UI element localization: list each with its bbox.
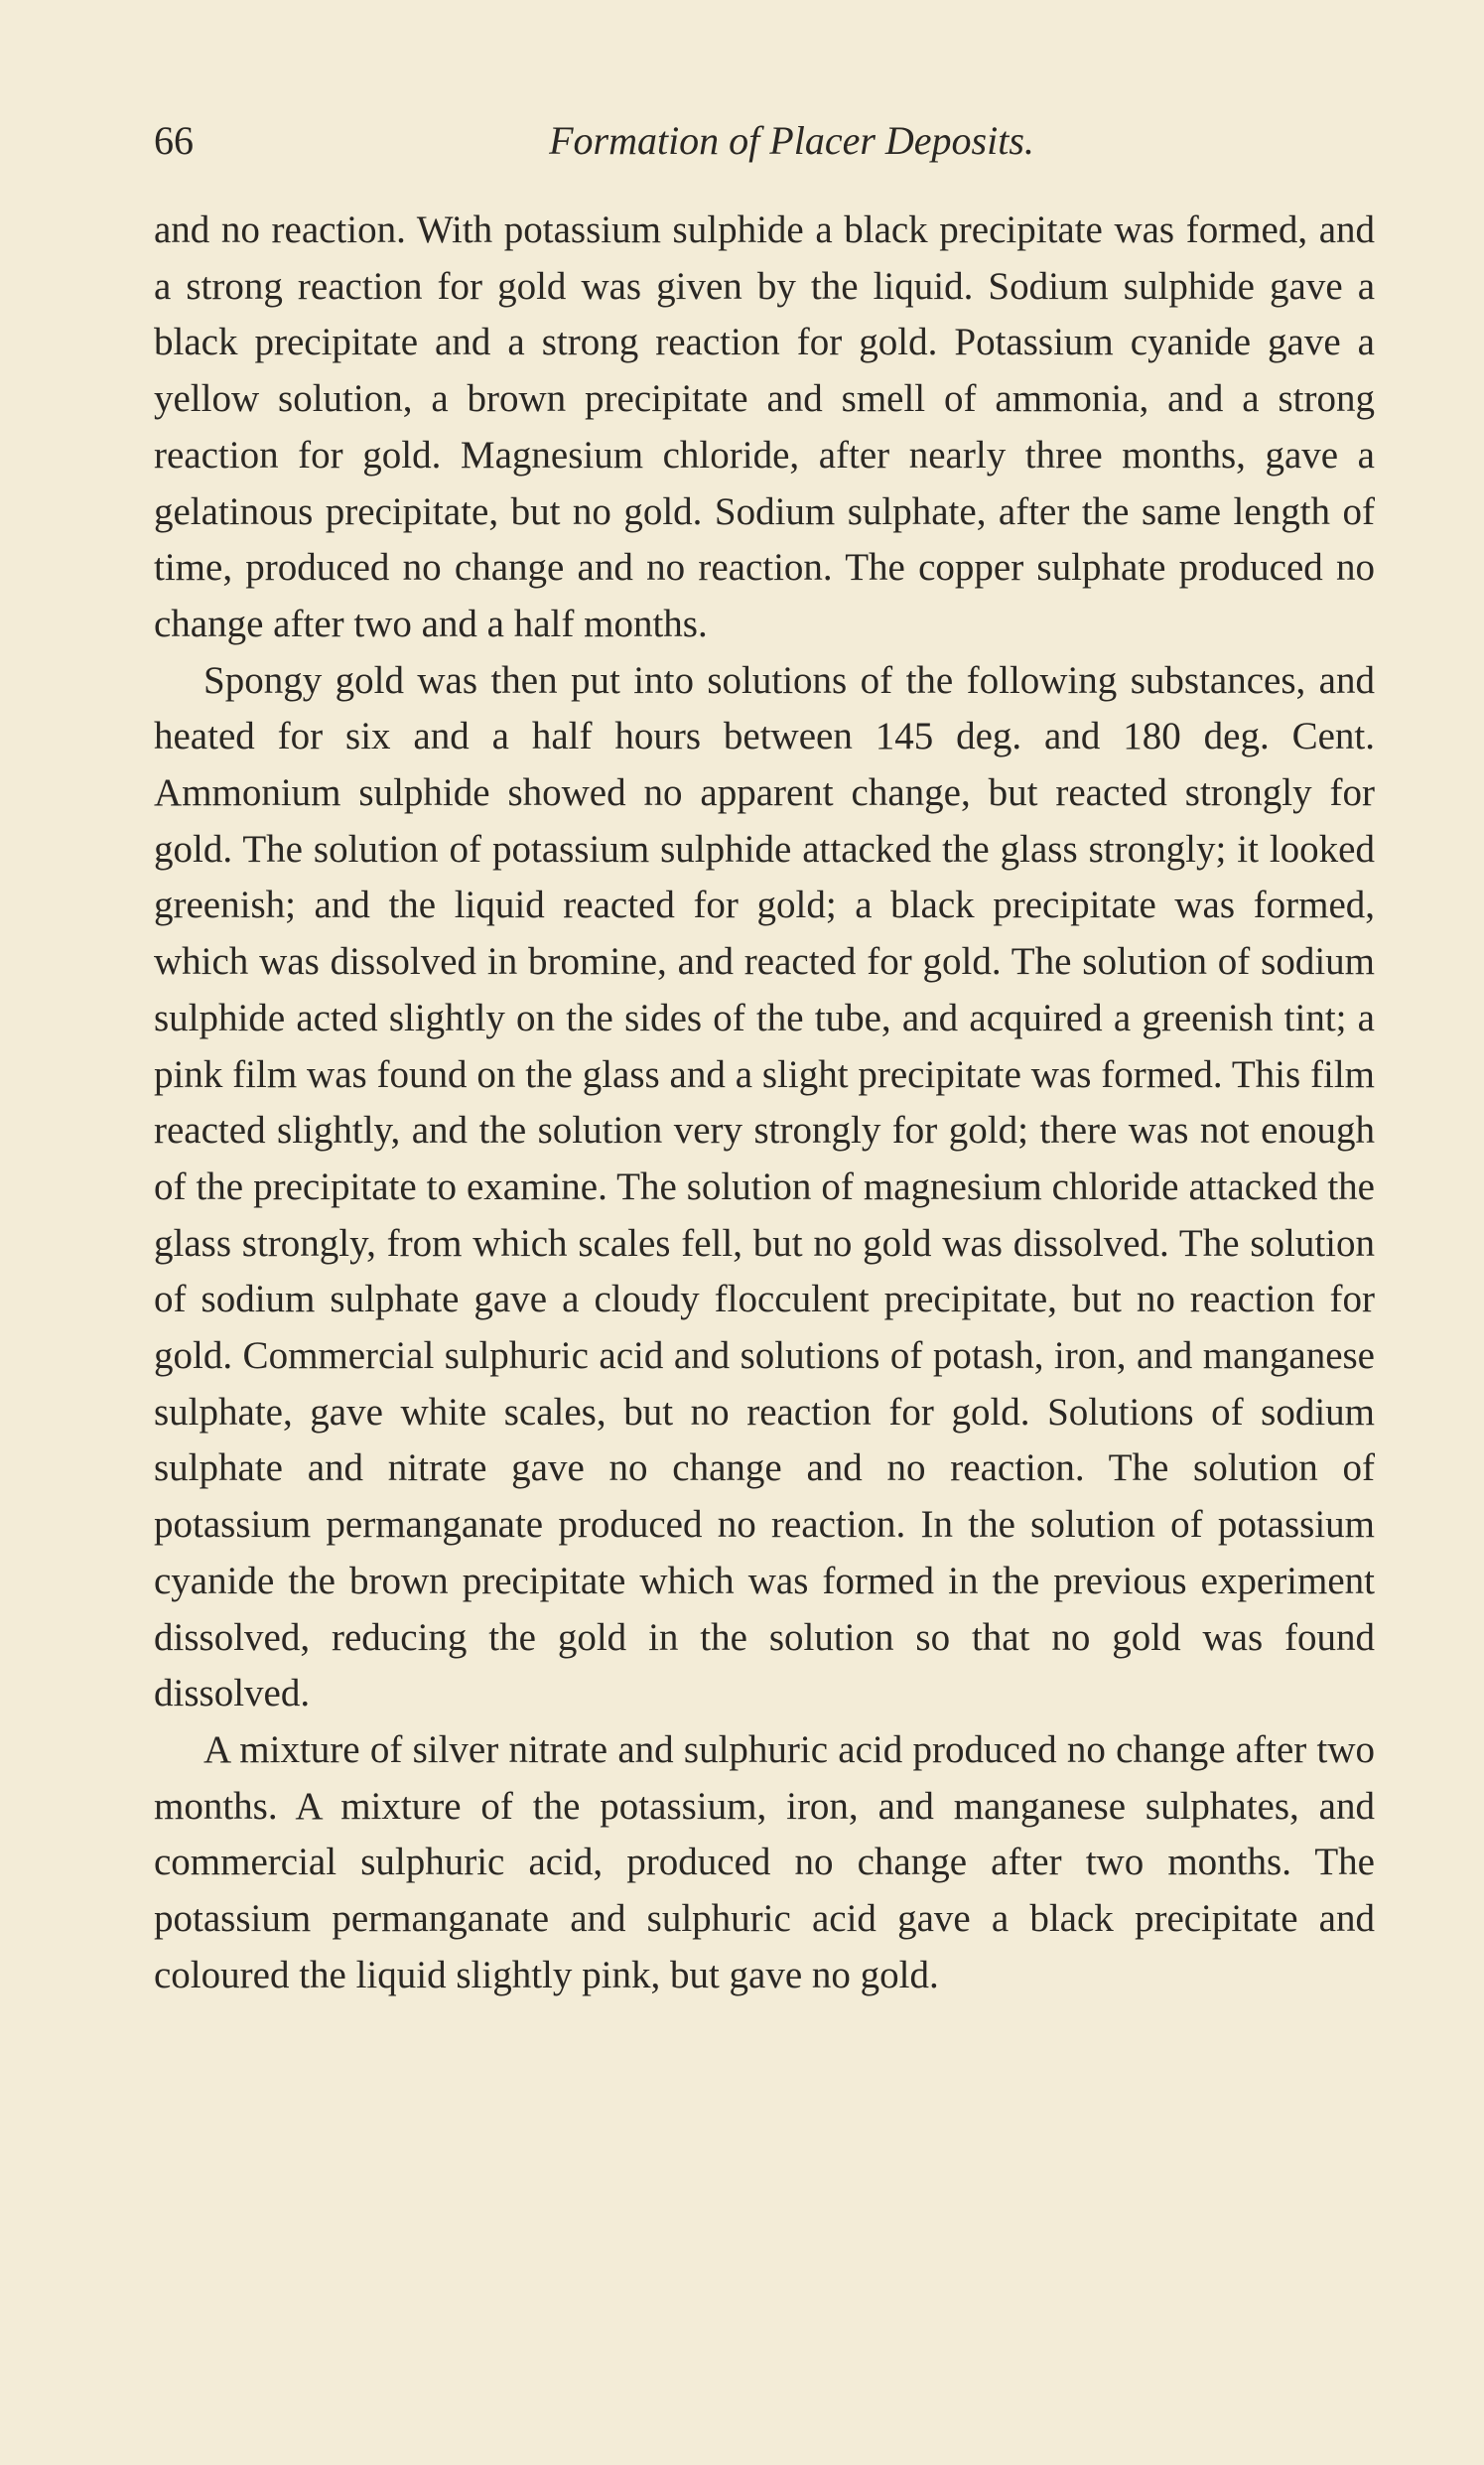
running-title: Formation of Placer Deposits. [549,118,1034,163]
paragraph-continued: and no reaction. With potassium sulphide a black precipitate was formed, and a strong reaction for gold was given by the liquid. Sodium sulphide gave a black precipitate and a strong reaction for gold. Potassium cyanide gave a yellow solution, a brown precipitate and smell of ammonia, and a strong reaction for gold. Magnesium chloride, after nearly three months, gave a gelatinous precipitate, but no gold. Sodium sulphate, after the same length of time, produced no change and no reaction. The copper sulphate produced no change after two and a half months. [154,208,1375,645]
paragraph-spongy-gold: Spongy gold was then put into solutions of the following substances, and heated for six and a half hours between 145 deg. and 180 deg. Cent. Ammonium sulphide showed no apparent change, but reacted strongly for gold. The solution of potassium sulphide attacked the glass strongly; it looked greenish; and the liquid reacted for gold; a black precipitate was formed, which was dissolved in bromine, and reacted for gold. The solution of sodium sulphide acted slightly on the sides of the tube, and acquired a greenish tint; a pink film was found on the glass and a slight precipitate was formed. This film reacted slightly, and the solution very strongly for gold; there was not enough of the precipitate to examine. The solution of magnesium chloride attacked the glass strongly, from which scales fell, but no gold was dissolved. The solution of sodium sulphate gave a cloudy flocculent precipitate, but no reaction for gold. Commercial sulphuric acid and solutions of potash, iron, and manganese sulphate, gave white scales, but no reaction for gold. Solutions of sodium sulphate and nitrate gave no change and no reaction. The solution of potassium permanganate produced no reaction. In the solution of potassium cyanide the brown precipitate which was formed in the previous experiment dissolved, reducing the gold in the solution so that no gold was found dissolved. [154,658,1375,1715]
page-number: 66 [154,118,194,163]
body-text [154,203,1375,2004]
running-head [154,111,1375,171]
paragraph-silver-nitrate: A mixture of silver nitrate and sulphuric acid produced no change after two months. A mixture of the potassium, iron, and manganese sulphates, and commercial sulphuric acid, produced no change after two months. The potassium permanganate and sulphuric acid gave a black precipitate and coloured the liquid slightly pink, but gave no gold. [154,1727,1375,1996]
